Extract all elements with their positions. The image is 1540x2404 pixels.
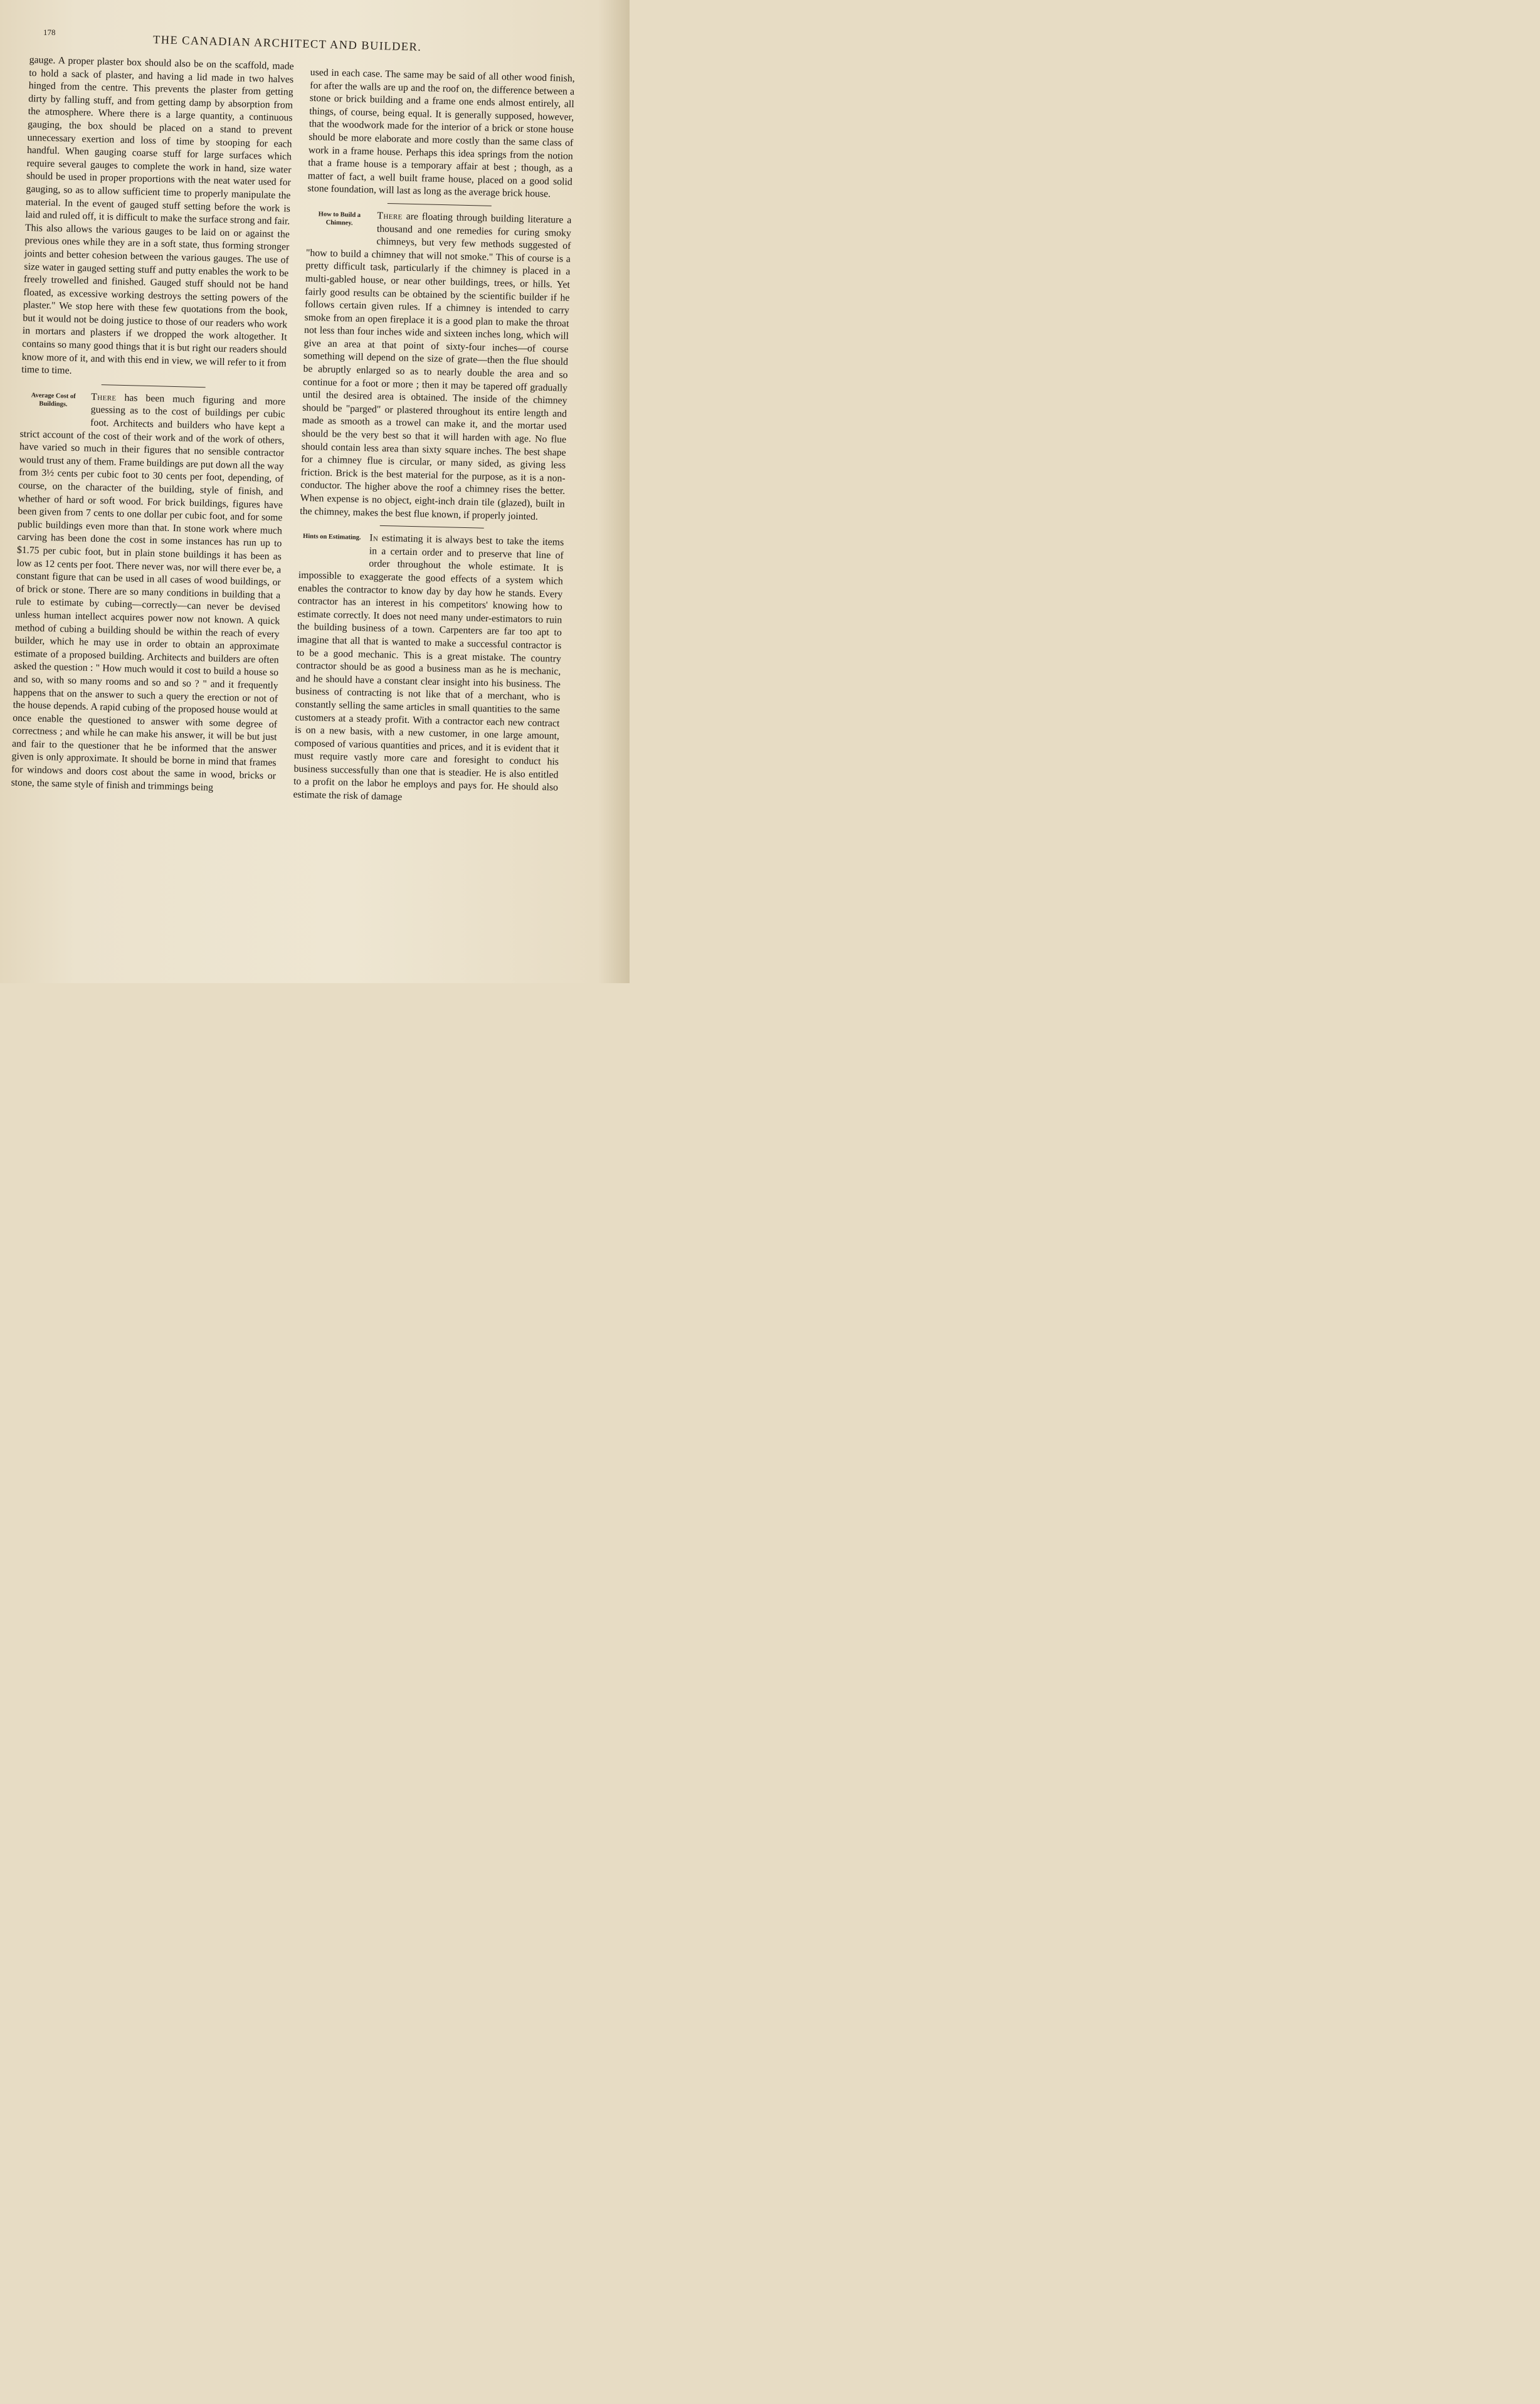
lead-word: There xyxy=(90,391,117,403)
side-heading-chimney: How to Build a Chimney. xyxy=(318,211,361,227)
article-body xyxy=(300,208,572,524)
lead-word: There xyxy=(377,210,403,222)
side-heading-estimating: Hints on Estimating. xyxy=(302,533,361,542)
section-divider xyxy=(102,384,206,387)
magazine-page xyxy=(0,0,630,983)
article-chimney xyxy=(300,208,572,524)
continued-paragraph: used in each case. The same may be said of all other wood finish, for after the walls are up and the roof on, the difference between a stone or brick building and a frame one ends almost entirely, all things, of course, being equal. It is generally supposed, however, that the woodwork made for the interior of a brick or stone house should be more elaborate and more costly than the same class of work in a frame house. Perhaps this idea springs from the notion that a frame house is a temporary affair at best ; though, as a matter of fact, a well built frame house, placed on a good solid stone foundation, will last as long as the average brick house. xyxy=(307,66,575,200)
lead-word: In xyxy=(369,532,379,544)
continued-paragraph: gauge. A proper plaster box should also be on the scaffold, made to hold a sack of plaster, and having a lid made in two halves hinged from the centre. This prevents the plaster from getting dirty by falling stuff, and from getting damp by absorption from the atmosphere. Where there is a large quantity, a continuous gauging, the box should be placed on a stand to prevent unnecessary exertion and loss of time by stooping for each handful. When gauging coarse stuff for large surfaces which require several gauges to complete the work in hand, size water should be used in proper proportions with the neat water used for gauging, so as to allow sufficient time to properly manipulate the material. In the event of gauged stuff setting before the work is laid and ruled off, it is difficult to make the surface strong and fair. This also allows the various gauges to be laid on or against the previous ones while they are in a soft state, thus forming stronger joints and better cohesion between the various gauges. The use of size water in gauged setting stuff and putty enables the work to be freely trowelled and finished. Gauged stuff should not be hand floated, as excessive working destroys the setting powers of the plaster." We stop here with these few quotations from the book, but it would not be doing justice to those of our readers who work in mortars and plasters if we dropped the work altogether. It contains so many good things that it is but right our readers should know more of it, and with this end in view, we will refer to it from time to time. xyxy=(21,54,294,377)
right-column xyxy=(293,66,575,808)
side-heading-average-cost: Average Cost of Buildings. xyxy=(31,392,76,408)
page-number: 178 xyxy=(43,28,56,37)
article-body xyxy=(11,389,285,796)
article-body xyxy=(293,530,564,808)
article-text: has been much figuring and more guessing as to the cost of buildings per cubic foot. Architects and builders who have kept a strict account of the cost of their work and of the work of others, have varied so much in their figures that no sensible contractor would trust any of them. Frame buildings are put down all the way from 3½ cents per cubic foot to 30 cents per foot, depending, of course, on the character of the building, style of finish, and whether of hard or soft wood. For brick buildings, figures have been given from 7 cents to one dollar per cubic foot, and for some public buildings even more than that. In stone work where much carving has been done the cost in some instances has run up to $1.75 per cubic foot, but in plain stone buildings it has been as low as 12 cents per foot. There never was, nor will there ever be, a constant figure that can be used in all cases of wood buildings, or of brick or stone. There are so many conditions in building that a rule to estimate by cubing—correctly—can never be devised unless human intellect acquires power now not known. A quick method of cubing a building should be within the reach of every builder, which he may use in order to obtain an approximate estimate of a proposed building. Architects and builders are often asked the question : " How much would it cost to build a house so and so, with so many rooms and so and so ? " and it frequently happens that on the answer to such a query the erection or not of the house depends. A rapid cubing of the proposed house would at once enable the questioned to answer with some degree of correctness ; and while he can make his answer, it will be but just and fair to the questioner that he be informed that the answer given is only approximate. It should be borne in mind that frames for windows and doors cost about the same in wood, bricks or stone, the same style of finish and trimmings being xyxy=(11,392,286,793)
article-average-cost xyxy=(11,389,285,796)
section-divider xyxy=(388,203,492,206)
article-estimating xyxy=(293,530,564,808)
journal-title: THE CANADIAN ARCHITECT AND BUILDER. xyxy=(152,34,422,54)
article-text: are floating through building literature a thousand and one remedies for curing smoky chimneys, but very few methods suggested of "how to build a chimney that will not smoke." This of course is a pretty difficult task, particularly if the chimney is placed in a multi-gabled house, or near other buildings, trees, or hills. Yet fairly good results can be obtained by the scientific builder if he follows certain given rules. If a chimney is intended to carry smoke from an open fireplace it is a good plan to make the throat not less than four inches wide and sixteen inches long, which will give an area at that point of sixty-four inches—of course something will depend on the size of grate—then the flue should be abruptly enlarged so as to nearly double the area and so continue for a foot or more ; then it may be tapered off gradually until the desired area is obtained. The inside of the chimney should be "parged" or plastered throughout its entire length and made as smooth as a trowel can make it, and the mortar used should be the very best so that it will harden with age. No flue should contain less area than sixty square inches. The best shape for a chimney flue is circular, or many sided, as giving less friction. Brick is the best material for the purpose, as it is a non-conductor. The higher above the roof a chimney rises the better. When expense is no object, eight-inch drain tile (glazed), built in the chimney, makes the best flue known, if properly jointed. xyxy=(300,211,572,522)
section-divider xyxy=(380,525,484,529)
article-text: estimating it is always best to take the items in a certain order and to preserve that line of order throughout the whole estimate. It is impossible to exaggerate the good effects of a system which enables the contractor to know day by day how he stands. Every contractor has an interest in his competitors' knowing how to estimate correctly. It does not need many under-estimators to ruin the building business of a town. Carpenters are far too apt to imagine that all that is wanted to make a successful contractor is to be a good mechanic. This is a great mistake. The country contractor should be as good a business man as he is mechanic, and he should have a constant clear insight into his business. The business of contracting is not like that of a merchant, who is constantly selling the same articles in small quantities to the same customers at a steady profit. With a contractor each new contract is on a new basis, with a new customer, in one large amount, composed of various quantities and prices, and it is evident that it must require vastly more care and foresight to conduct his business successfully than one that is steadier. He is also entitled to a profit on the labor he employs and pays for. He should also estimate the risk of damage xyxy=(293,532,564,803)
left-column xyxy=(11,54,294,796)
